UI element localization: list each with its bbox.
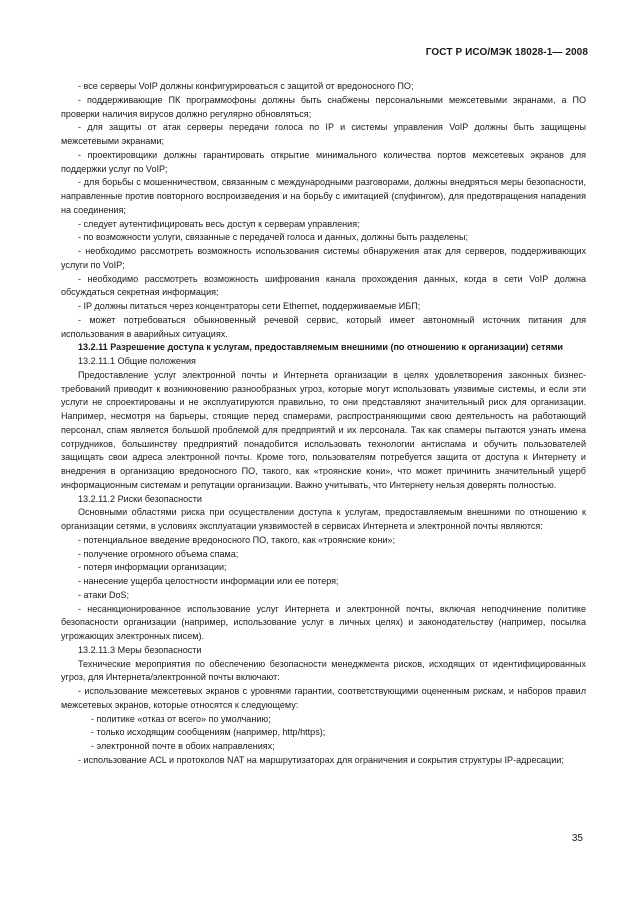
paragraph: - поддерживающие ПК программофоны должны быть снабжены персональными межсетевыми экранами, а ПО проверки наличия вирусов должно регулярно обновляться; (61, 94, 586, 119)
paragraph: - для борьбы с мошенничеством, связанным с международными разговорами, должны внедряться меры безопасности, направленные против повторного воспроизведения и на борьбу с имитацией (спуфингом), для предотвращения нападения на соединения; (61, 177, 586, 215)
document-body (61, 80, 586, 768)
sub-list-item: - политике «отказ от всего» по умолчанию; (91, 713, 271, 724)
page-number: 35 (571, 833, 583, 844)
paragraph: Предоставление услуг электронной почты и Интернета организации в целях удовлетворения законных бизнес-требований приводит к возникновению разнообразных угроз, которые могут использовать уязвимые системы, и если эти услуги не спроектированы и не эксплуатируются правильно, то они представляют значительный риск для организации. Например, несмотря на барьеры, стоящие перед спамерами, распространяющими свою деятельность на работающий персонал, спам является большой проблемой для предприятий и их персонала. Так как спамеры пытаются узнать имена сотрудников, большинству предприятий понадобится использовать технологии антиспама и обучить пользователей защищать свои адреса электронной почты. Кроме того, пользователям потребуется защита от доступа к Интернету и внедрения в организацию вредоносного ПО, такого, как «троянские кони», что может причинить значительный ущерб информационным системам и репутации организации. Важно учитывать, что Интернету нельзя доверять полностью. (61, 369, 586, 490)
section-heading: 13.2.11 Разрешение доступа к услугам, предоставляемым внешними (по отношению к организации) сетями (78, 342, 563, 353)
list-item: - потенциальное введение вредоносного ПО, такого, как «троянские кони»; (78, 534, 396, 545)
paragraph: - проектировщики должны гарантировать открытие минимального количества портов межсетевых экранов для поддержки услуг по VoIP; (61, 149, 586, 174)
paragraph: - IP должны питаться через концентраторы сети Ethernet, поддерживаемые ИБП; (78, 301, 421, 311)
list-item: - потеря информации организации; (78, 562, 227, 573)
sub-list-item: - электронной почте в обоих направлениях; (91, 741, 275, 751)
paragraph: - может потребоваться обыкновенный речевой сервис, который имеет автономный источник питания для использования в аварийных ситуациях. (61, 314, 586, 339)
document-header: ГОСТ Р ИСО/МЭК 18028-1— 2008 (425, 47, 588, 58)
paragraph: - для защиты от атак серверы передачи голоса по IP и системы управления VoIP должны быть защищены межсетевыми экранами; (61, 122, 586, 146)
list-item: - использование ACL и протоколов NAT на маршрутизаторах для ограничения и сокрытия структуры IP-адресации; (78, 754, 564, 765)
list-item: - нанесение ущерба целостности информации или ее потеря; (78, 576, 339, 586)
sub-list-item: - только исходящим сообщениям (например, http/https); (91, 727, 326, 738)
list-item: - получение огромного объема спама; (78, 548, 239, 559)
subsection-heading: 13.2.11.3 Меры безопасности (78, 644, 202, 655)
subsection-heading: 13.2.11.1 Общие положения (78, 356, 196, 366)
list-item: - использование межсетевых экранов с уровнями гарантии, соответствующими оцененным рискам, и наборов правил межсетевых экранов, которые относятся к следующему: (61, 686, 586, 710)
list-item: - несанкционированное использование услуг Интернета и электронной почты, включая неподчинение политике безопасности организации (например, использование услуг в личных целях) и законодательству (например, посылка угрожающих электронных писем). (61, 603, 586, 641)
paragraph: - следует аутентифицировать весь доступ к серверам управления; (78, 218, 360, 229)
paragraph: - все серверы VoIP должны конфигурироваться с защитой от вредоносного ПО; (78, 81, 414, 91)
paragraph: - по возможности услуги, связанные с передачей голоса и данных, должны быть разделены; (78, 232, 469, 243)
paragraph: Основными областями риска при осуществлении доступа к услугам, предоставляемым внешними по отношению к организации сетями, в условиях эксплуатации уязвимостей в сервисах Интернета и электронной почты являются: (61, 507, 586, 531)
list-item: - атаки DoS; (78, 589, 130, 600)
paragraph: Технические мероприятия по обеспечению безопасности менеджмента рисков, исходящих от идентифицированных угроз, для Интернета/электронной почты включают: (61, 658, 586, 683)
paragraph: - необходимо рассмотреть возможность шифрования канала прохождения данных, когда в сети VoIP должна обсуждаться секретная информация; (61, 273, 586, 298)
subsection-heading: 13.2.11.2 Риски безопасности (78, 493, 202, 504)
paragraph: - необходимо рассмотреть возможность использования системы обнаружения атак для серверов, поддерживающих услуги по VoIP; (61, 246, 586, 270)
